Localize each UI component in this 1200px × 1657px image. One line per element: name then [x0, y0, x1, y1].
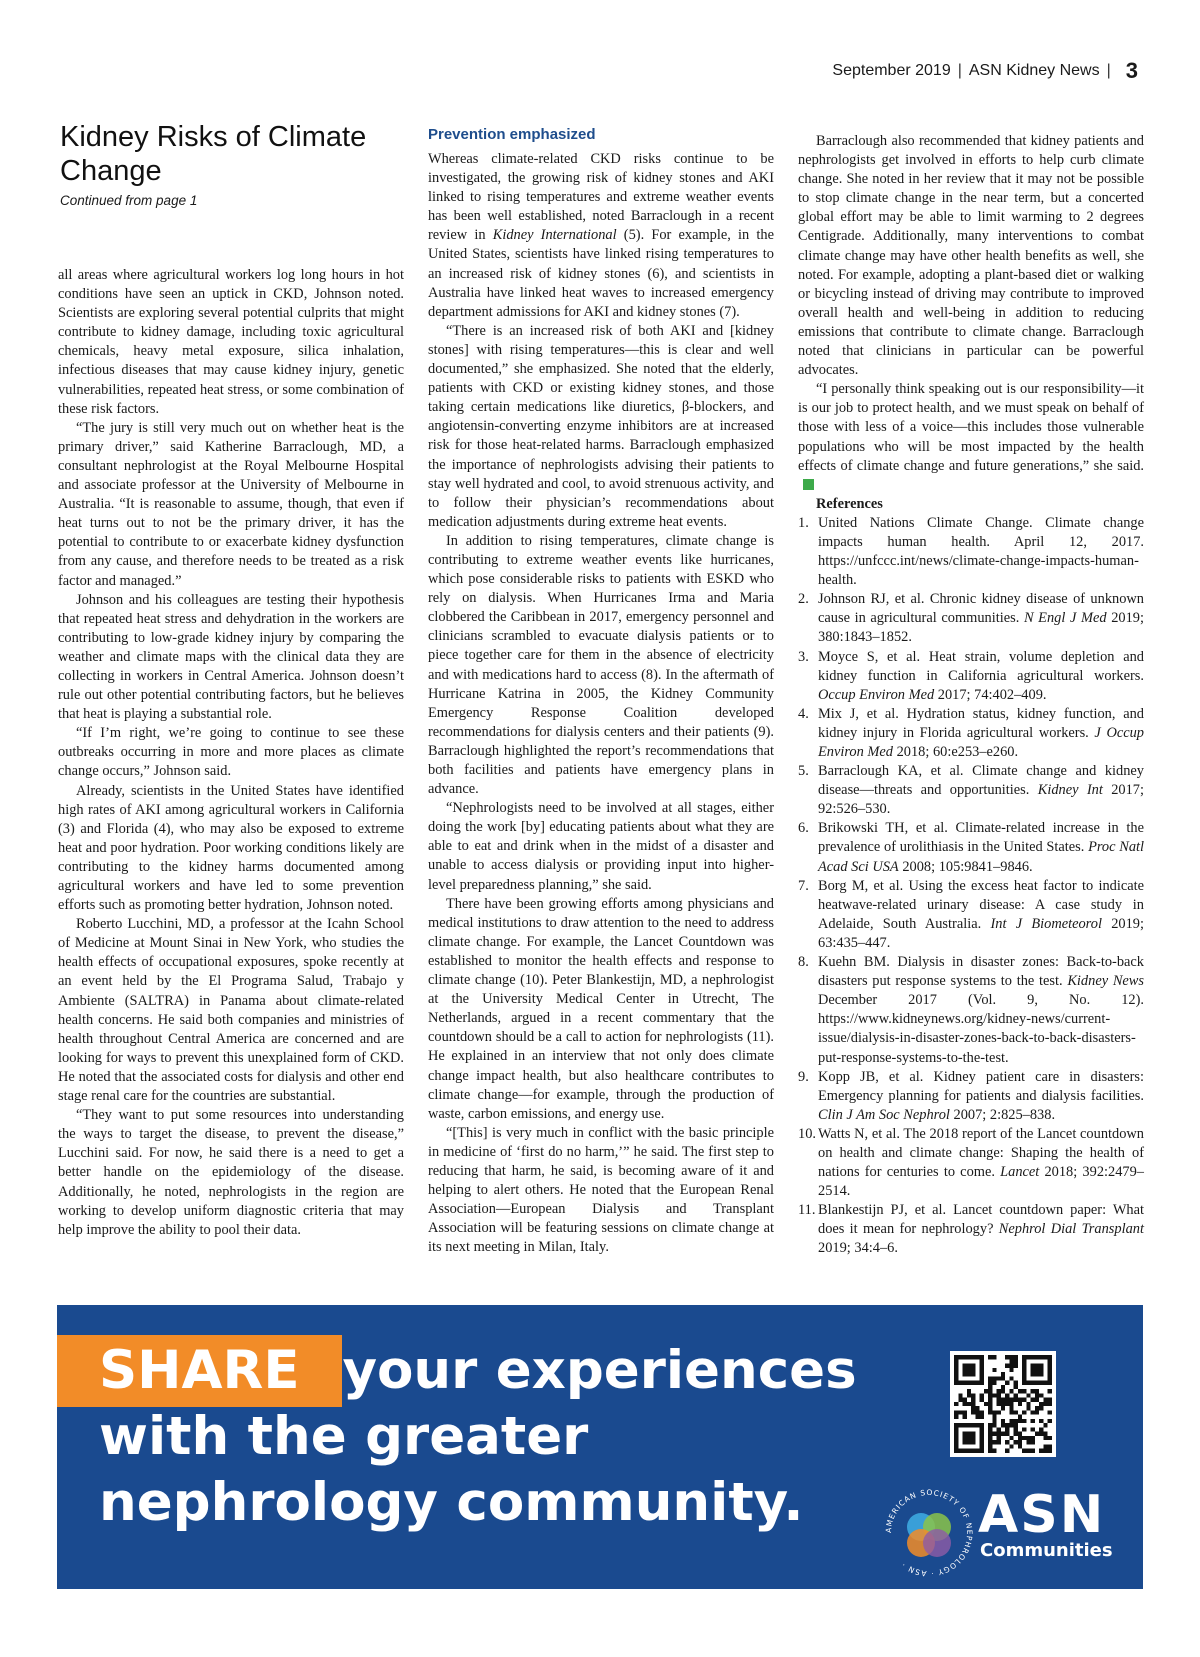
banner-line-3: nephrology community. [99, 1472, 804, 1533]
reference-item [798, 590, 1144, 647]
journal-name: Occup Environ Med [818, 686, 935, 703]
reference-text: Mix J, et al. Hydration status, kidney function, and kidney injury in Florida agricultural workers. J Occup Environ Med 2018; 60:e253–e260. [818, 705, 1145, 760]
reference-text: United Nations Climate Change. Climate change impacts human health. April 12, 2017. https://unfccc.int/news/climate-change-impacts-human-health. [818, 514, 1144, 589]
reference-text: Borg M, et al. Using the excess heat factor to indicate heatwave-related urinary disease: A case study in Adelaide, South Australia. Int J Biometeorol 2019; 63:435–447. [818, 877, 1144, 951]
column-3 [798, 132, 1144, 1259]
reference-number: 4. [798, 705, 809, 722]
paragraph: Already, scientists in the United States have identified high rates of AKI among agricultural workers in California (3) and Florida (4), who may also be exposed to extreme heat and poor hydration. Poor working conditions likely are contributing to the kidney harms documented among agricultural workers and have led to some prevention efforts such as promoting better hydration, Johnson noted. [58, 782, 404, 914]
reference-item [798, 648, 1144, 705]
paragraph: “The jury is still very much out on whether heat is the primary driver,” said Katherine Barraclough, MD, a consultant nephrologist at the Royal Melbourne Hospital and associate professor at the University of Melbourne in Australia. “It is reasonable to assume, though, that even if heat turns out to not be the primary driver, it has the potential to contribute to or exacerbate kidney dysfunction from any cause, and therefore needs to be treated as a risk factor and managed.” [58, 419, 404, 589]
svg-text:AMERICAN SOCIETY OF NEPHROLOGY: AMERICAN SOCIETY OF NEPHROLOGY · ASN · [883, 1487, 975, 1579]
page-number: 3 [1125, 58, 1138, 83]
reference-number: 9. [798, 1068, 809, 1085]
asn-communities-logo [978, 1485, 1113, 1561]
reference-item [798, 1201, 1144, 1258]
paragraph: all areas where agricultural workers log long hours in hot conditions have seen an uptick in CKD, Johnson noted. Scientists are exploring several potential culprits that might contribute to kidney damage, including toxic agricultural chemicals, heavy metal exposure, silica inhalation, infectious diseases that may cause kidney injury, genetic vulnerabilities, repeated heat stress, or some combination of these risk factors. [58, 267, 404, 417]
journal-name: Nephrol Dial Transplant [998, 1221, 1144, 1238]
reference-number: 7. [798, 877, 809, 894]
journal-name: Kidney News [1067, 973, 1145, 990]
reference-text: Johnson RJ, et al. Chronic kidney disease of unknown cause in agricultural communities. N Engl J Med 2019; 380:1843–1852. [818, 591, 1145, 646]
references-heading: References [816, 495, 883, 512]
reference-item [798, 1068, 1144, 1125]
banner-line-2: with the greater [99, 1406, 589, 1467]
journal-name: Lancet [1000, 1164, 1040, 1181]
paragraph: Whereas climate-related CKD risks continue to be investigated, the growing risk of kidney stones and AKI linked to rising temperatures and extreme weather events has been well established, noted Barraclough in a recent review in Kidney International (5). For example, in the United States, scientists have linked rising temperatures to an increased risk of kidney stones (6), and scientists in Australia have linked heat waves to increased emergency department admissions for AKI and kidney stones (7). [428, 151, 774, 320]
reference-number: 8. [798, 954, 809, 971]
journal-name: Clin J Am Soc Nephrol [818, 1106, 950, 1123]
reference-number: 10. [798, 1125, 816, 1142]
reference-number: 6. [798, 820, 809, 837]
paragraph: “Nephrologists need to be involved at all stages, either doing the work [by] educating patients about what they are able to eat and drink when in the midst of a disaster and unable to access dialysis or providing input into higher-level preparedness planning,” she said. [428, 800, 774, 893]
reference-item [798, 877, 1144, 953]
page-header [832, 58, 1138, 84]
reference-item [798, 1125, 1144, 1201]
end-mark-icon [803, 479, 814, 490]
reference-number: 3. [798, 648, 809, 665]
paragraph: “They want to put some resources into understanding the ways to target the disease, to prevent the disease,” Lucchini said. For now, he said there is a need to get a better handle on the epidemiology of the disease. Additionally, he noted, nephrologists in the region are working to develop uniform diagnostic criteria that may help improve the ability to pool their data. [58, 1107, 404, 1238]
reference-text: Brikowski TH, et al. Climate-related increase in the prevalence of urolithiasis in the United States. Proc Natl Acad Sci USA 2008; 105:9841–9846. [818, 820, 1145, 875]
journal-name: N Engl J Med [1023, 610, 1107, 627]
share-word: SHARE [99, 1340, 300, 1401]
paragraph: “There is an increased risk of both AKI and [kidney stones] with rising temperatures—this is clear and well documented,” she emphasized. She noted that the elderly, patients with CKD or existing kidney stones, and those taking certain medications like diuretics, β-blockers, and angiotensin-converting enzyme inhibitors are at increased risk for those heat-related harms. Barraclough emphasized the importance of nephrologists advising their patients to stay well hydrated and cool, to avoid strenuous activity, and to follow their physician’s recommendations about medication adjustments during extreme heat events. [428, 322, 774, 530]
reference-text: Watts N, et al. The 2018 report of the Lancet countdown on health and climate change: Shaping the health of nations for centuries to come. Lancet 2018; 392:2479–2514. [818, 1125, 1144, 1200]
reference-text: Kopp JB, et al. Kidney patient care in disasters: Emergency planning for patients and dialysis facilities. Clin J Am Soc Nephrol 2007; 2:825–838. [818, 1068, 1144, 1123]
journal-name: J Occup Environ Med [818, 724, 1145, 760]
paragraph: “If I’m right, we’re going to continue to see these outbreaks occurring in more and more places as climate change occurs,” Johnson said. [58, 725, 404, 780]
references-list [798, 514, 1144, 1259]
continued-note: Continued from page 1 [60, 193, 198, 208]
reference-item [798, 953, 1144, 1068]
asn-communities-banner[interactable] [57, 1305, 1143, 1589]
journal-name: Proc Natl Acad Sci USA [818, 839, 1145, 875]
reference-text: Moyce S, et al. Heat strain, volume depletion and kidney function in California agricultural workers. Occup Environ Med 2017; 74:402–409. [818, 648, 1144, 703]
paragraph: Barraclough also recommended that kidney patients and nephrologists get involved in efforts to help curb climate change. She noted in her review that it may not be possible to stop climate change in the near term, but a concerted global effort may be able to limit warming to 2 degrees Centigrade. Additionally, many interventions to combat climate change may have other health benefits as well, she noted. For example, adopting a plant-based diet or walking or bicycling instead of driving may contribute to improved overall health and well-being in addition to reducing emissions that contribute to climate change. Barraclough noted that clinicians in particular can be powerful advocates. [798, 133, 1144, 379]
reference-number: 5. [798, 763, 809, 780]
reference-item [798, 762, 1144, 819]
reference-number: 1. [798, 514, 809, 531]
reference-number: 11. [798, 1202, 816, 1219]
article-title: Kidney Risks of Climate Change [60, 121, 367, 187]
reference-item [798, 705, 1144, 762]
asn-wordmark: ASN [978, 1485, 1106, 1545]
asn-seal-icon [879, 1483, 979, 1583]
journal-name: Kidney Int [1037, 782, 1103, 799]
journal-name: Int J Biometeorol [990, 915, 1102, 932]
banner-line-1 [99, 1339, 857, 1403]
journal-name: Kidney International [492, 227, 617, 244]
paragraph: “I personally think speaking out is our responsibility—it is our job to protect health, and we must speak on behalf of those with less of a voice—this includes those vulnerable populations who will be most impacted by the health effects of climate change and future generations,” she said. [798, 380, 1144, 495]
paragraph: “[This] is very much in conflict with the basic principle in medicine of ‘first do no harm,’” he said. The first step to reducing that harm, he said, is becoming aware of it and helping to alert others. He noted that the European Renal Association—European Dialysis and Transplant Association will be featuring sessions on climate change at its next meeting in Milan, Italy. [428, 1124, 774, 1256]
issue-date: September 2019 [832, 62, 951, 79]
reference-text: Blankestijn PJ, et al. Lancet countdown paper: What does it mean for nephrology? Nephrol Dial Transplant 2019; 34:4–6. [818, 1202, 1144, 1257]
section-subhead: Prevention emphasized [428, 126, 596, 143]
paragraph: There have been growing efforts among physicians and medical institutions to draw attention to the need to address climate change. For example, the Lancet Countdown was established to monitor the health effects and response to climate change (10). Peter Blankestijn, MD, a nephrologist at the University Medical Center in Utrecht, The Netherlands, argued in a recent commentary that the countdown should be a call to action for nephrologists (11). He explained in an interview that not only does climate change impact health, but also healthcare contributes to climate change—for example, through the production of waste, carbon emissions, and energy use. [428, 895, 774, 1122]
header-separator: | [957, 62, 962, 79]
communities-wordmark: Communities [980, 1540, 1113, 1561]
reference-text: Kuehn BM. Dialysis in disaster zones: Back-to-back disasters put response systems to the test. Kidney News December 2017 (Vol. 9, No. 12). https://www.kidneynews.org/kidney-news/current-issue/dialysis-in-disaster-zones-back-to-back-disasters-put-response-systems-to-the-test. [818, 954, 1145, 1066]
publication-name: ASN Kidney News [968, 62, 1100, 79]
column-1 [58, 266, 404, 1240]
header-separator-2: | [1106, 62, 1111, 79]
paragraph: In addition to rising temperatures, climate change is contributing to extreme weather events like hurricanes, which pose considerable risks to patients with ESKD who rely on dialysis. When Hurricanes Irma and Maria clobbered the Caribbean in 2017, emergency personnel and clinicians scrambled to evacuate dialysis patients or to piece together care for them in the absence of electricity and with medications hard to access (8). In the aftermath of Hurricane Katrina in 2005, the Kidney Community Emergency Response Coalition developed recommendations for dialysis centers and their patients (9). Barraclough highlighted the report’s recommendations that both facilities and patients have emergency plans in advance. [428, 532, 774, 798]
banner-line-1-rest: your experiences [342, 1340, 857, 1401]
reference-item [798, 819, 1144, 876]
reference-text: Barraclough KA, et al. Climate change and kidney disease—threats and opportunities. Kidney Int 2017; 92:526–530. [818, 763, 1144, 818]
column-2 [428, 150, 774, 1257]
paragraph: Roberto Lucchini, MD, a professor at the Icahn School of Medicine at Mount Sinai in New York, who studies the health effects of occupational exposures, spoke recently at an event held by the El Programa Salud, Trabajo y Ambiente (SALTRA) in Panama about climate-related health concerns. He said both companies and ministries of health throughout Central America are concerned and are looking for ways to prevent this unexplained form of CKD. He noted that the associated costs for dialysis and other end stage renal care for the countries are substantial. [58, 916, 404, 1105]
paragraph: Johnson and his colleagues are testing their hypothesis that repeated heat stress and dehydration in the workers are contributing to low-grade kidney injury by comparing the weather and climate maps with the clinical data they are collecting in workers in Central America. Johnson doesn’t rule out other potential contributing factors, but he believes that heat is playing a substantial role. [58, 591, 404, 723]
reference-number: 2. [798, 591, 809, 608]
qr-code-icon[interactable] [950, 1351, 1056, 1457]
reference-item [798, 514, 1144, 590]
